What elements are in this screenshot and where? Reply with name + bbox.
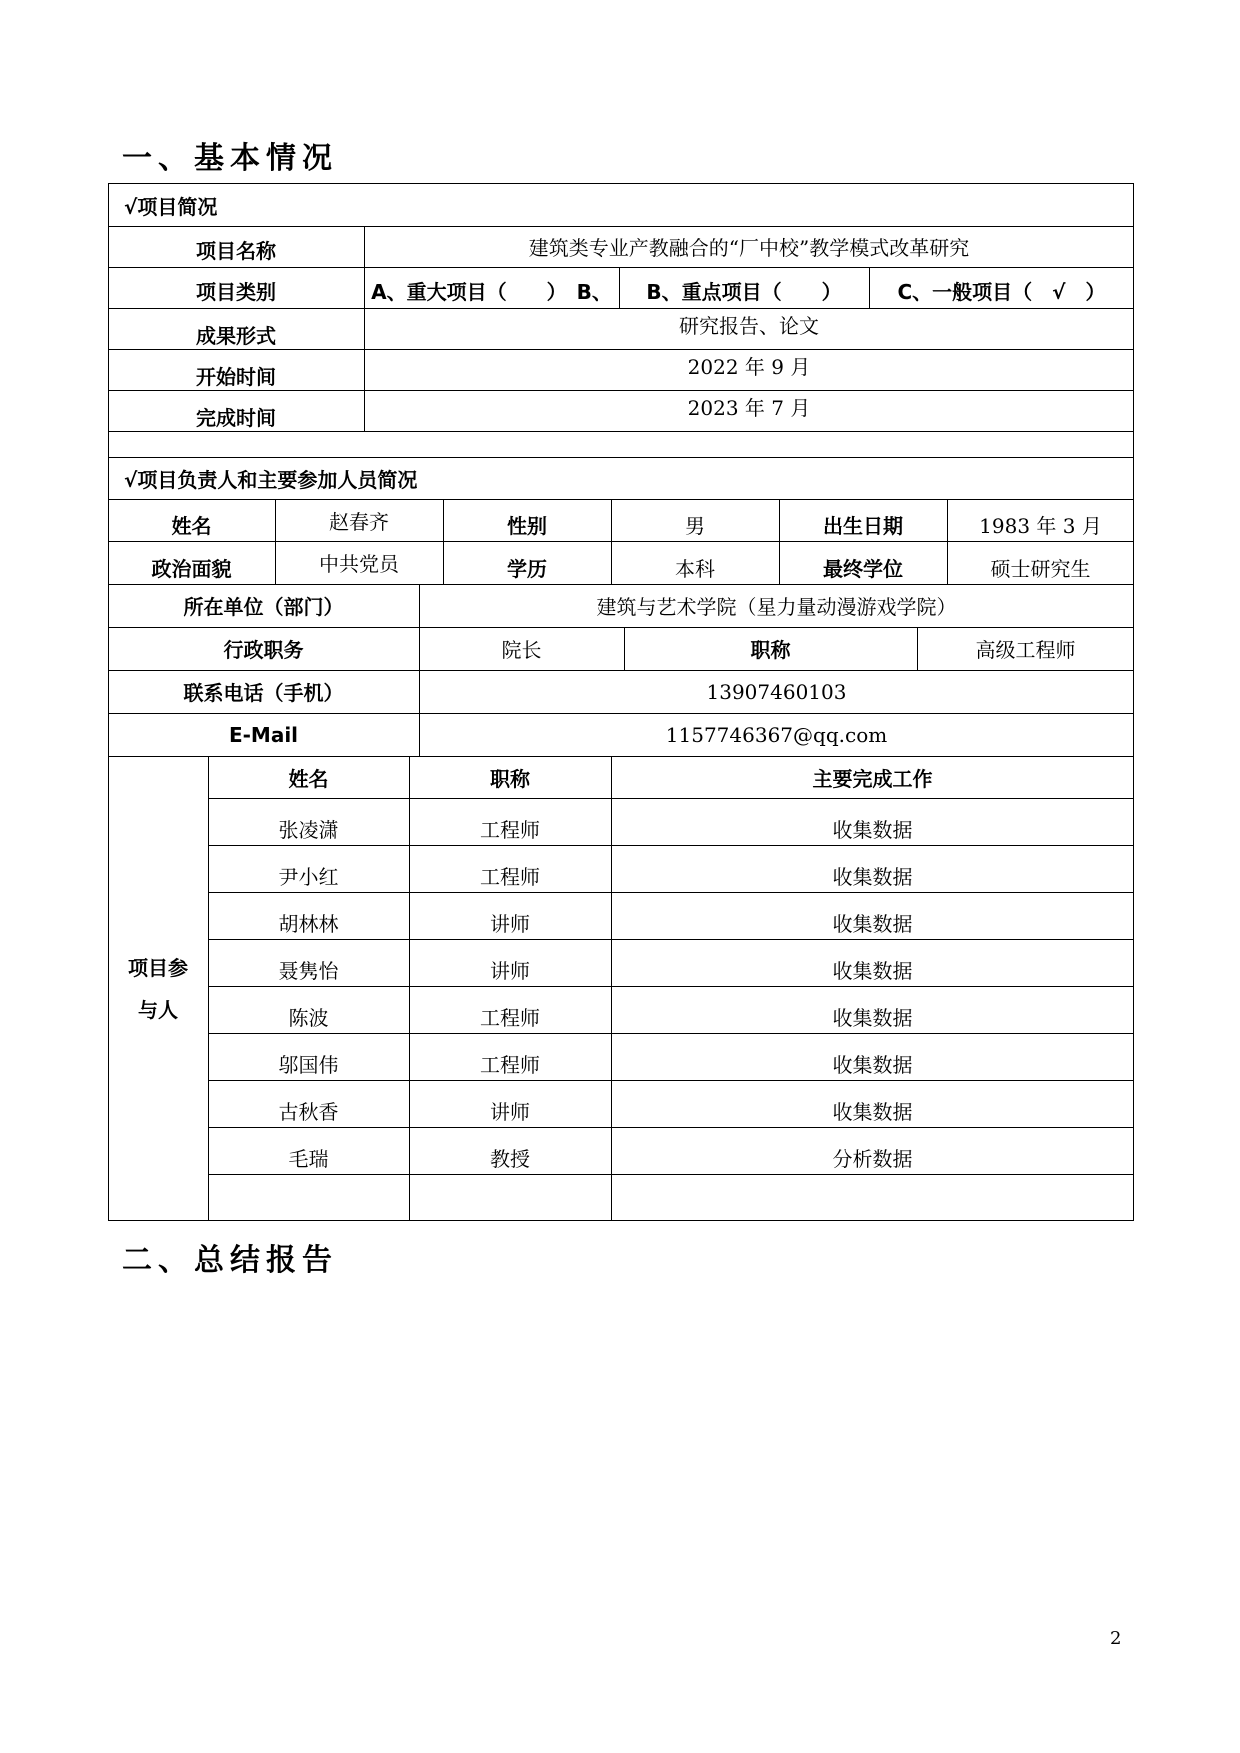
admin-post-label: 行政职务 — [223, 638, 304, 662]
phone-label: 联系电话（手机） — [183, 681, 344, 705]
participant-title: 教授 — [490, 1147, 530, 1171]
political-status-value: 中共党员 — [319, 551, 399, 576]
section-heading-basic-info: 一、基本情况 — [122, 141, 338, 176]
participant-work: 收集数据 — [832, 1100, 913, 1124]
project-name-value: 建筑类专业产教融合的“厂中校”教学模式改革研究 — [528, 236, 970, 260]
participant-name: 聂隽怡 — [278, 959, 339, 983]
participant-title: 工程师 — [480, 865, 540, 889]
participant-title: 工程师 — [480, 818, 540, 842]
participants-group-label-line2: 与人 — [138, 997, 178, 1022]
participant-name: 邬国伟 — [278, 1053, 339, 1077]
participants-header-name: 姓名 — [288, 766, 329, 791]
participant-work: 收集数据 — [832, 865, 913, 889]
participants-group-label-line1: 项目参 — [128, 955, 188, 980]
participant-work: 收集数据 — [832, 959, 913, 983]
participant-work: 收集数据 — [832, 912, 913, 936]
end-time-value: 2023 年 7 月 — [687, 396, 811, 420]
participant-name: 陈波 — [288, 1006, 329, 1030]
unit-label: 所在单位（部门） — [183, 595, 344, 619]
participant-title: 讲师 — [490, 1100, 530, 1124]
participant-work: 收集数据 — [832, 1006, 913, 1030]
participant-name: 胡林林 — [278, 912, 339, 936]
participants-header-title: 职称 — [490, 766, 530, 791]
birth-date-label: 出生日期 — [823, 513, 903, 538]
project-overview-section-label: √项目简况 — [124, 194, 218, 219]
unit-value: 建筑与艺术学院（星力量动漫游戏学院） — [596, 595, 957, 619]
start-time-label: 开始时间 — [196, 365, 276, 389]
participants-group-label — [108, 756, 208, 1221]
participant-name: 尹小红 — [278, 865, 339, 889]
gender-value: 男 — [685, 513, 705, 538]
gender-label: 性别 — [507, 513, 547, 538]
participant-work: 收集数据 — [832, 818, 913, 842]
email-label: E-Mail — [228, 722, 299, 747]
participant-title: 工程师 — [480, 1006, 540, 1030]
category-option-c: C、一般项目（ √ ） — [897, 280, 1106, 304]
education-value: 本科 — [675, 556, 715, 581]
participant-name: 毛瑞 — [288, 1147, 329, 1171]
participant-title: 工程师 — [480, 1053, 540, 1077]
degree-label: 最终学位 — [823, 556, 903, 581]
education-label: 学历 — [507, 556, 547, 581]
personnel-section-label: √项目负责人和主要参加人员简况 — [124, 467, 418, 492]
page-number: 2 — [1110, 1628, 1122, 1649]
leader-name-value: 赵春齐 — [329, 509, 389, 534]
outcome-form-label: 成果形式 — [196, 324, 276, 348]
start-time-value: 2022 年 9 月 — [687, 355, 811, 379]
participant-name: 古秋香 — [278, 1100, 339, 1124]
birth-date-value: 1983 年 3 月 — [979, 513, 1102, 538]
admin-post-value: 院长 — [501, 638, 542, 662]
job-title-value: 高级工程师 — [975, 638, 1076, 662]
participant-work: 收集数据 — [832, 1053, 913, 1077]
participant-name: 张凌潇 — [278, 818, 339, 842]
section-heading-summary-report: 二、总结报告 — [122, 1243, 338, 1278]
project-category-label: 项目类别 — [196, 280, 276, 304]
political-status-label: 政治面貌 — [151, 556, 232, 581]
email-value: 1157746367@qq.com — [665, 722, 888, 747]
job-title-label: 职称 — [750, 638, 791, 662]
outcome-form-value: 研究报告、论文 — [679, 314, 819, 338]
participant-work: 分析数据 — [832, 1147, 913, 1171]
category-option-a: A、重大项目（ ） B、 — [371, 280, 612, 304]
degree-value: 硕士研究生 — [990, 556, 1091, 581]
project-name-label: 项目名称 — [196, 239, 276, 263]
participant-title: 讲师 — [490, 912, 530, 936]
participants-header-work: 主要完成工作 — [812, 766, 933, 791]
participant-title: 讲师 — [490, 959, 530, 983]
leader-name-label: 姓名 — [171, 513, 212, 538]
phone-value: 13907460103 — [706, 679, 847, 704]
category-option-b: B、重点项目（ ） — [646, 280, 842, 304]
end-time-label: 完成时间 — [196, 406, 276, 430]
